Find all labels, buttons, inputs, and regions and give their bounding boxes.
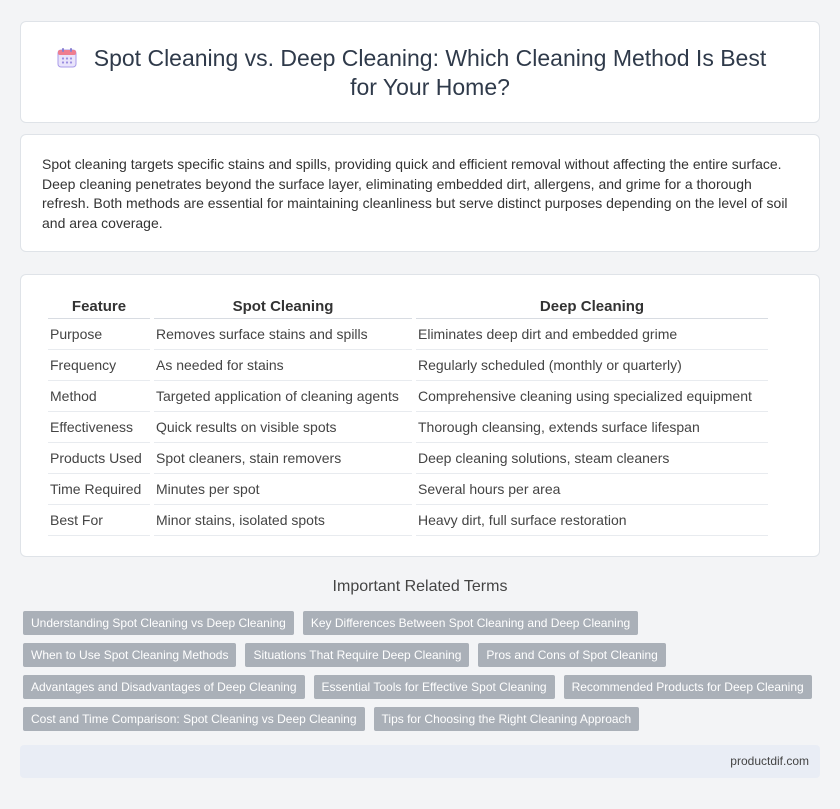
row-deep: Comprehensive cleaning using specialized equipment: [416, 381, 768, 412]
related-term-tag[interactable]: Advantages and Disadvantages of Deep Cleaning: [23, 675, 305, 699]
related-terms-title: Important Related Terms: [332, 578, 508, 595]
header-spot-cleaning: Spot Cleaning: [154, 295, 412, 319]
row-spot: Minor stains, isolated spots: [154, 505, 412, 536]
header-feature: Feature: [48, 295, 150, 319]
row-feature: Method: [48, 381, 150, 412]
row-deep: Several hours per area: [416, 474, 768, 505]
row-spot: Minutes per spot: [154, 474, 412, 505]
related-term-tag[interactable]: Essential Tools for Effective Spot Cleaning: [314, 675, 555, 699]
page-title: Spot Cleaning vs. Deep Cleaning: Which Cleaning Method Is Best for Your Home?: [93, 45, 767, 100]
footer-bar: [20, 745, 820, 778]
row-deep: Eliminates deep dirt and embedded grime: [416, 319, 768, 350]
related-term-tag[interactable]: Pros and Cons of Spot Cleaning: [478, 643, 665, 667]
comparison-card: [20, 274, 820, 557]
intro-card: [20, 134, 820, 252]
related-term-tag[interactable]: Tips for Choosing the Right Cleaning Approach: [374, 707, 640, 731]
row-feature: Time Required: [48, 474, 150, 505]
row-spot: Spot cleaners, stain removers: [154, 443, 412, 474]
row-feature: Purpose: [48, 319, 150, 350]
related-term-tag[interactable]: Cost and Time Comparison: Spot Cleaning vs Deep Cleaning: [23, 707, 365, 731]
related-term-tag[interactable]: Understanding Spot Cleaning vs Deep Cleaning: [23, 611, 294, 635]
row-deep: Deep cleaning solutions, steam cleaners: [416, 443, 768, 474]
row-feature: Effectiveness: [48, 412, 150, 443]
row-spot: Targeted application of cleaning agents: [154, 381, 412, 412]
header-card: [20, 21, 820, 123]
table-row: [48, 412, 768, 443]
header-deep-cleaning: Deep Cleaning: [416, 295, 768, 319]
table-row: [48, 319, 768, 350]
row-spot: Removes surface stains and spills: [154, 319, 412, 350]
related-terms-list: [23, 611, 823, 731]
table-row: [48, 381, 768, 412]
row-deep: Thorough cleansing, extends surface lifespan: [416, 412, 768, 443]
row-feature: Best For: [48, 505, 150, 536]
table-row: [48, 505, 768, 536]
table-row: [48, 350, 768, 381]
row-deep: Regularly scheduled (monthly or quarterly): [416, 350, 768, 381]
row-spot: As needed for stains: [154, 350, 412, 381]
related-term-tag[interactable]: Key Differences Between Spot Cleaning and Deep Cleaning: [303, 611, 638, 635]
row-spot: Quick results on visible spots: [154, 412, 412, 443]
intro-text: Spot cleaning targets specific stains and spills, providing quick and efficient removal without affecting the entire surface. Deep cleaning penetrates beyond the surface layer, eliminating embedded dirt, allergens, and grime for a thorough refresh. Both methods are essential for maintaining cleanliness but serve distinct purposes depending on the level of soil and area coverage.: [42, 156, 788, 231]
row-deep: Heavy dirt, full surface restoration: [416, 505, 768, 536]
related-term-tag[interactable]: When to Use Spot Cleaning Methods: [23, 643, 236, 667]
row-feature: Products Used: [48, 443, 150, 474]
row-feature: Frequency: [48, 350, 150, 381]
related-term-tag[interactable]: Situations That Require Deep Cleaning: [245, 643, 469, 667]
table-header-row: [48, 295, 768, 319]
footer-site-link[interactable]: productdif.com: [730, 754, 809, 768]
table-row: [48, 474, 768, 505]
table-row: [48, 443, 768, 474]
related-term-tag[interactable]: Recommended Products for Deep Cleaning: [564, 675, 812, 699]
comparison-table: [44, 295, 772, 536]
